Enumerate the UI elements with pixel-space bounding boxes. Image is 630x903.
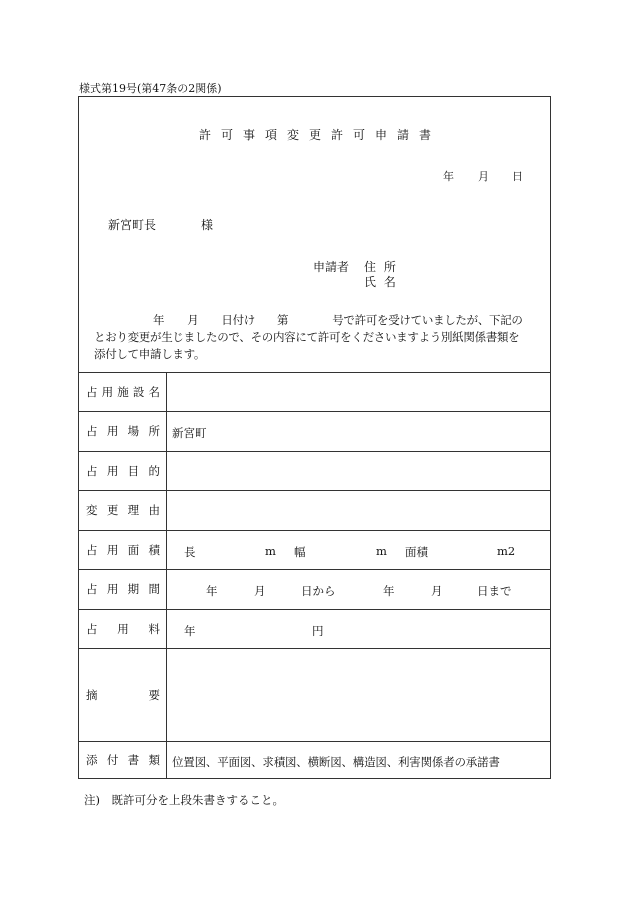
label-char: 占 (86, 582, 98, 596)
label-remarks (86, 648, 160, 741)
document-title: 許可事項変更許可申請書 (198, 128, 441, 142)
area-length-unit: m (265, 544, 276, 558)
statement-line-1 (94, 312, 540, 329)
label-attachments (86, 741, 160, 779)
addressee-suffix: 様 (201, 218, 214, 232)
label-location (86, 411, 160, 451)
fee-year: 年 (184, 624, 196, 638)
table-column-divider (166, 372, 167, 779)
label-char: 料 (148, 621, 160, 636)
statement-line-2: とおり変更が生じましたので、その内容にて許可をくださいますよう別紙関係書類を (94, 330, 520, 344)
label-char: 書 (127, 753, 140, 767)
label-period (86, 569, 160, 609)
label-facility-name (86, 372, 160, 411)
statement-year: 年 (153, 313, 165, 327)
label-purpose (86, 451, 160, 490)
label-char: 占 (86, 621, 98, 636)
period-start-year: 年 (206, 584, 218, 598)
label-char: 要 (148, 687, 160, 702)
statement-line1-rest: 号で許可を受けていましたが、下記の (332, 313, 523, 327)
label-char: 期 (127, 582, 140, 596)
label-char: 施 (117, 384, 129, 399)
footnote: 注) 既許可分を上段朱書きすること。 (84, 793, 284, 807)
area-width-label: 幅 (294, 545, 306, 559)
addressee-name: 新宮町長 (108, 218, 157, 232)
label-char: 理 (127, 503, 140, 517)
statement-number-prefix: 第 (277, 313, 289, 327)
date-day: 日 (512, 170, 523, 183)
applicant-address-label: 住 所 (364, 260, 396, 274)
area-size-unit: m2 (497, 544, 516, 558)
label-fee (86, 609, 160, 648)
label-char: 目 (127, 463, 140, 478)
label-char: 用 (117, 621, 129, 636)
label-char: 名 (148, 384, 160, 399)
label-char: 付 (106, 753, 119, 767)
date-year: 年 (443, 170, 454, 183)
label-char: 類 (148, 753, 160, 767)
label-char: 摘 (86, 687, 98, 702)
period-end-month: 月 (431, 584, 443, 598)
area-size-label: 面積 (405, 545, 428, 559)
label-char: 面 (127, 542, 140, 557)
label-char: 占 (86, 542, 98, 557)
statement-line-3: 添付して申請します。 (94, 347, 206, 361)
label-char: 用 (106, 582, 119, 596)
area-width-unit: m (376, 544, 387, 558)
label-char: 占 (86, 384, 98, 399)
label-char: 添 (86, 753, 98, 767)
label-char: 的 (148, 463, 160, 478)
date-month: 月 (478, 170, 489, 183)
statement-month: 月 (187, 313, 199, 327)
period-start-month: 月 (254, 584, 266, 598)
label-char: 占 (86, 463, 98, 478)
label-char: 場 (127, 424, 140, 438)
period-end-day: 日まで (477, 584, 512, 598)
form-number-label: 様式第19号(第47条の2関係) (79, 82, 222, 95)
label-char: 占 (86, 424, 98, 438)
label-char: 間 (148, 582, 160, 596)
label-char: 設 (132, 384, 145, 399)
applicant-label: 申請者 (313, 260, 350, 274)
label-char: 積 (148, 542, 160, 557)
statement-day-suffix: 日付け (221, 313, 256, 327)
label-char: 用 (106, 424, 119, 438)
area-length-label: 長 (184, 545, 196, 559)
label-char: 更 (106, 503, 119, 517)
period-end-year: 年 (383, 584, 395, 598)
label-char: 用 (101, 384, 114, 399)
label-char: 所 (148, 424, 160, 438)
value-attachments: 位置図、平面図、求積図、横断図、構造図、利害関係者の承諾書 (172, 755, 500, 769)
label-char: 変 (86, 503, 98, 517)
label-char: 由 (148, 503, 160, 517)
label-char: 用 (106, 463, 119, 478)
value-location: 新宮町 (172, 426, 207, 440)
applicant-name-label: 氏 名 (364, 275, 396, 289)
fee-yen: 円 (312, 624, 324, 638)
application-statement (94, 312, 540, 363)
label-area (86, 530, 160, 569)
period-start-day: 日から (301, 584, 336, 598)
label-char: 用 (106, 542, 119, 557)
label-change-reason (86, 490, 160, 530)
